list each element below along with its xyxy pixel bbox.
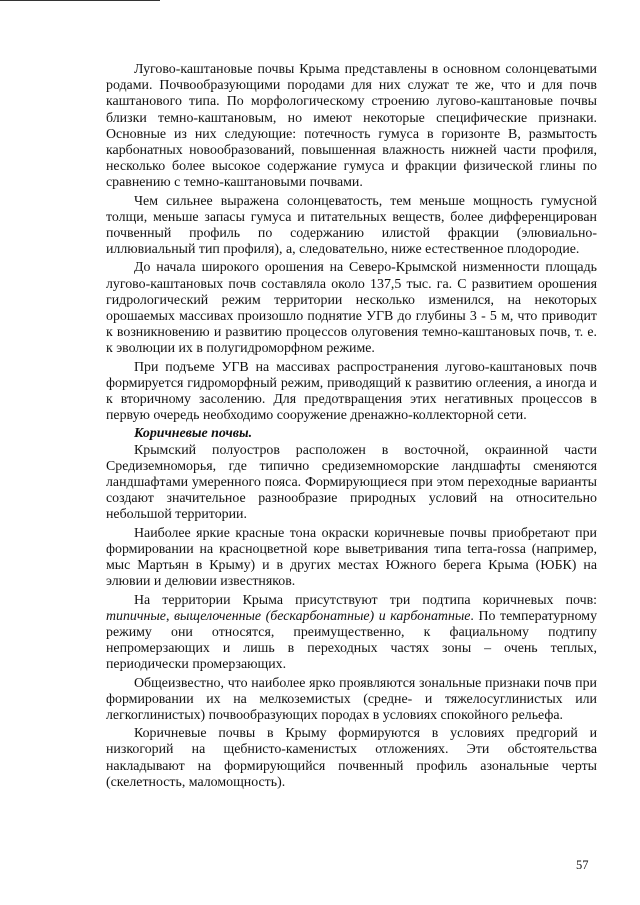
subtypes-sep1: , <box>165 608 175 624</box>
paragraph-subtypes <box>106 593 597 674</box>
subtype-typical: типичные <box>106 608 166 624</box>
paragraph-solontsevatost: Чем сильнее выражена солонцеватость, тем меньше мощность гумусной толщи, меньше запасы гумуса и питательных веществ, более дифференцирован почвенный профиль по содержанию илистой фракции (элювиально-иллювиальный тип профиля), а, следовательно, ниже естественное плодородие. <box>106 193 597 258</box>
paragraph-ugv: При подъеме УГВ на массивах распространения лугово-каштановых почв формируется гидроморфный режим, приводящий к развитию оглеения, а иногда и к вторичному засолению. Для предотвращения этих негативных процессов в первую очередь необходимо сооружение дренажно-коллекторной сети. <box>106 359 597 424</box>
paragraph-zonal-features: Общеизвестно, что наиболее ярко проявляются зональные признаки почв при формировании их на мелкоземистых (средне- и тяжелосуглинистых или легкоглинистых) почвообразующих породах в условиях спокойного рельефа. <box>106 675 597 723</box>
subtypes-rest: . По температурному режиму они относятся, преимущественно, к фациальному подтипу непромерзающих и лишь в переходных частях зоны – очень теплых, периодически промерзающих. <box>106 608 598 673</box>
page-number: 57 <box>576 858 589 872</box>
section-heading: Коричневые почвы. <box>134 426 253 442</box>
page-body <box>106 62 597 791</box>
top-rule <box>0 0 160 1</box>
paragraph-oroshenie: До начала широкого орошения на Северо-Крымской низменности площадь лугово-каштановых почв составляла около 137,5 тыс. га. С развитием орошения гидрологический режим территории несколько изменился, на некоторых орошаемых массивах произошло поднятие УГВ до глубины 3 - 5 м, что приводит к возникновению и развитию процессов олуговения темно-каштановых почв, т. е. к эволюции их в полугидроморфном режиме. <box>106 260 597 357</box>
paragraph-krymsky-poluostrov: Крымский полуостров расположен в восточной, окраинной части Средиземноморья, где типично средиземноморские ландшафты сменяются ландшафтами умеренного пояса. Формирующиеся при этом переходные варианты создают значительное разнообразие природных условий на относительно небольшой территории. <box>106 442 597 523</box>
paragraph-lugovo-kashtanovye: Лугово-каштановые почвы Крыма представлены в основном солонцеватыми родами. Почвообразующими породами для них служат те же, что и для почв каштанового типа. По морфологическому строению лугово-каштановые почвы близки темно-каштановым, но имеют некоторые специфические признаки. Основные из них следующие: потечность гумуса в горизонте В, размытость карбонатных новообразований, повышенная влажность нижней части профиля, несколько более высокое содержание гумуса и фракции физической глины по сравнению с темно-каштановыми почвами. <box>106 62 597 191</box>
paragraph-terra-rossa: Наиболее яркие красные тона окраски коричневые почвы приобретают при формировании на красноцветной коре выветривания типа terra-rossa (например, мыс Мартьян в Крыму) и в других местах Южного берега Крыма (ЮБК) на элювии и делювии известняков. <box>106 525 597 590</box>
subtypes-sep2: и <box>374 608 391 624</box>
subtypes-lead: На территории Крыма присутствуют три подтипа коричневых почв: <box>134 592 597 608</box>
paragraph-predgorya: Коричневые почвы в Крыму формируются в условиях предгорий и низкогорий на щебнисто-каменистых отложениях. Эти обстоятельства накладывают на формирующийся почвенный профиль азональные черты (скелетность, маломощность). <box>106 726 597 790</box>
subtype-leached: выщелоченные (бескарбонатные) <box>174 608 375 624</box>
subtype-carbonate: карбонатные <box>390 608 471 624</box>
